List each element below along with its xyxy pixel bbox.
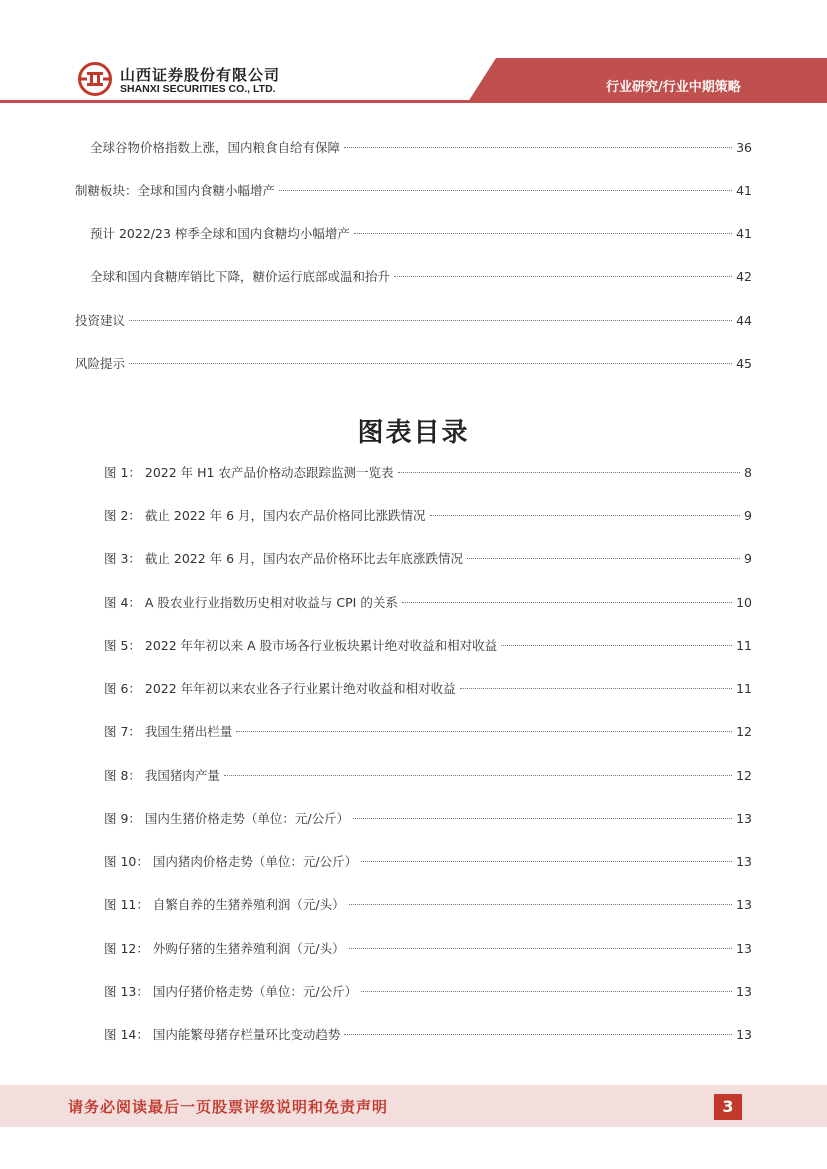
figure-entry-label: 图 2： 截止 2022 年 6 月，国内农产品价格同比涨跌情况 <box>104 508 426 523</box>
dot-leader <box>361 990 732 992</box>
dot-leader <box>402 601 732 603</box>
toc-entry[interactable] <box>90 138 752 158</box>
dot-leader <box>349 947 733 949</box>
figure-entry-page: 12 <box>736 768 752 783</box>
figure-entry-label: 图 1： 2022 年 H1 农产品价格动态跟踪监测一览表 <box>104 465 394 480</box>
toc-entry[interactable] <box>75 311 752 331</box>
figure-entry-page: 11 <box>736 638 752 653</box>
toc-entry-page: 41 <box>736 226 752 241</box>
dot-leader <box>224 774 732 776</box>
toc-entry-page: 41 <box>736 183 752 198</box>
dot-leader <box>129 362 732 364</box>
figure-entry-label: 图 14： 国内能繁母猪存栏量环比变动趋势 <box>104 1027 341 1042</box>
figure-entry[interactable] <box>104 809 752 829</box>
figure-entry-page: 9 <box>744 551 752 566</box>
figure-entry-page: 8 <box>744 465 752 480</box>
figure-entry-page: 13 <box>736 984 752 999</box>
toc-entry[interactable] <box>75 181 752 201</box>
page-header <box>0 0 827 105</box>
figure-toc-title: 图表目录 <box>357 418 470 448</box>
toc-entry-label: 预计 2022/23 榨季全球和国内食糖均小幅增产 <box>90 226 350 241</box>
company-logo-icon <box>78 62 112 96</box>
figure-entry-page: 12 <box>736 724 752 739</box>
toc-entry-page: 36 <box>736 140 752 155</box>
dot-leader <box>353 817 732 819</box>
figure-entry[interactable] <box>104 679 752 699</box>
figure-entry[interactable] <box>104 506 752 526</box>
dot-leader <box>460 687 732 689</box>
dot-leader <box>361 860 732 862</box>
figure-entry-page: 11 <box>736 681 752 696</box>
section-tag: 行业研究/行业中期策略 <box>606 80 741 95</box>
figure-entry-label: 图 4： A 股农业行业指数历史相对收益与 CPI 的关系 <box>104 595 398 610</box>
figure-entry[interactable] <box>104 982 752 1002</box>
toc-entry[interactable] <box>75 354 752 374</box>
figure-entry[interactable] <box>104 636 752 656</box>
figure-entry-label: 图 13： 国内仔猪价格走势（单位：元/公斤） <box>104 984 358 999</box>
figure-entry-page: 10 <box>736 595 752 610</box>
figure-entry-label: 图 7： 我国生猪出栏量 <box>104 724 233 739</box>
dot-leader <box>394 275 732 277</box>
toc-entry-label: 投资建议 <box>75 313 126 328</box>
toc-entry-label: 制糖板块：全球和国内食糖小幅增产 <box>75 183 276 198</box>
figure-entry-label: 图 10： 国内猪肉价格走势（单位：元/公斤） <box>104 854 358 869</box>
figure-entry-label: 图 12： 外购仔猪的生猪养殖利润（元/头） <box>104 941 345 956</box>
figure-entry-page: 13 <box>736 854 752 869</box>
figure-entry-label: 图 8： 我国猪肉产量 <box>104 768 220 783</box>
figure-entry[interactable] <box>104 593 752 613</box>
figure-entry-label: 图 11： 自繁自养的生猪养殖利润（元/头） <box>104 897 345 912</box>
figure-entry-label: 图 9： 国内生猪价格走势（单位：元/公斤） <box>104 811 350 826</box>
dot-leader <box>398 471 741 473</box>
company-name-cn: 山西证券股份有限公司 <box>120 66 281 84</box>
dot-leader <box>354 232 732 234</box>
figure-entry[interactable] <box>104 549 752 569</box>
figure-entry-label: 图 5： 2022 年年初以来 A 股市场各行业板块累计绝对收益和相对收益 <box>104 638 498 653</box>
dot-leader <box>344 1033 732 1035</box>
figure-entry-label: 图 3： 截止 2022 年 6 月，国内农产品价格环比去年底涨跌情况 <box>104 551 464 566</box>
toc-entry[interactable] <box>90 267 752 287</box>
figure-entry[interactable] <box>104 463 752 483</box>
toc-entry-page: 42 <box>736 269 752 284</box>
dot-leader <box>349 903 733 905</box>
figure-entry-page: 13 <box>736 811 752 826</box>
page-number: 3 <box>714 1094 742 1120</box>
dot-leader <box>430 514 740 516</box>
toc-entry-label: 全球谷物价格指数上涨，国内粮食自给有保障 <box>90 140 341 155</box>
figure-entry-page: 9 <box>744 508 752 523</box>
dot-leader <box>279 189 732 191</box>
figure-entry[interactable] <box>104 939 752 959</box>
toc-entry-page: 44 <box>736 313 752 328</box>
figure-entry[interactable] <box>104 895 752 915</box>
figure-entry[interactable] <box>104 852 752 872</box>
company-name-en: SHANXI SECURITIES CO., LTD. <box>120 83 276 95</box>
figure-entry[interactable] <box>104 766 752 786</box>
toc-entry-label: 风险提示 <box>75 356 126 371</box>
dot-leader <box>344 146 732 148</box>
toc-entry[interactable] <box>90 224 752 244</box>
dot-leader <box>501 644 732 646</box>
header-divider <box>0 100 827 103</box>
dot-leader <box>467 557 740 559</box>
figure-entry-page: 13 <box>736 897 752 912</box>
figure-entry[interactable] <box>104 722 752 742</box>
figure-entry-page: 13 <box>736 941 752 956</box>
toc-entry-page: 45 <box>736 356 752 371</box>
figure-entry-page: 13 <box>736 1027 752 1042</box>
toc-entry-label: 全球和国内食糖库销比下降，糖价运行底部或温和抬升 <box>90 269 391 284</box>
figure-entry-label: 图 6： 2022 年年初以来农业各子行业累计绝对收益和相对收益 <box>104 681 456 696</box>
figure-entry[interactable] <box>104 1025 752 1045</box>
dot-leader <box>129 319 732 321</box>
footer-disclaimer: 请务必阅读最后一页股票评级说明和免责声明 <box>68 1098 389 1116</box>
dot-leader <box>236 730 732 732</box>
